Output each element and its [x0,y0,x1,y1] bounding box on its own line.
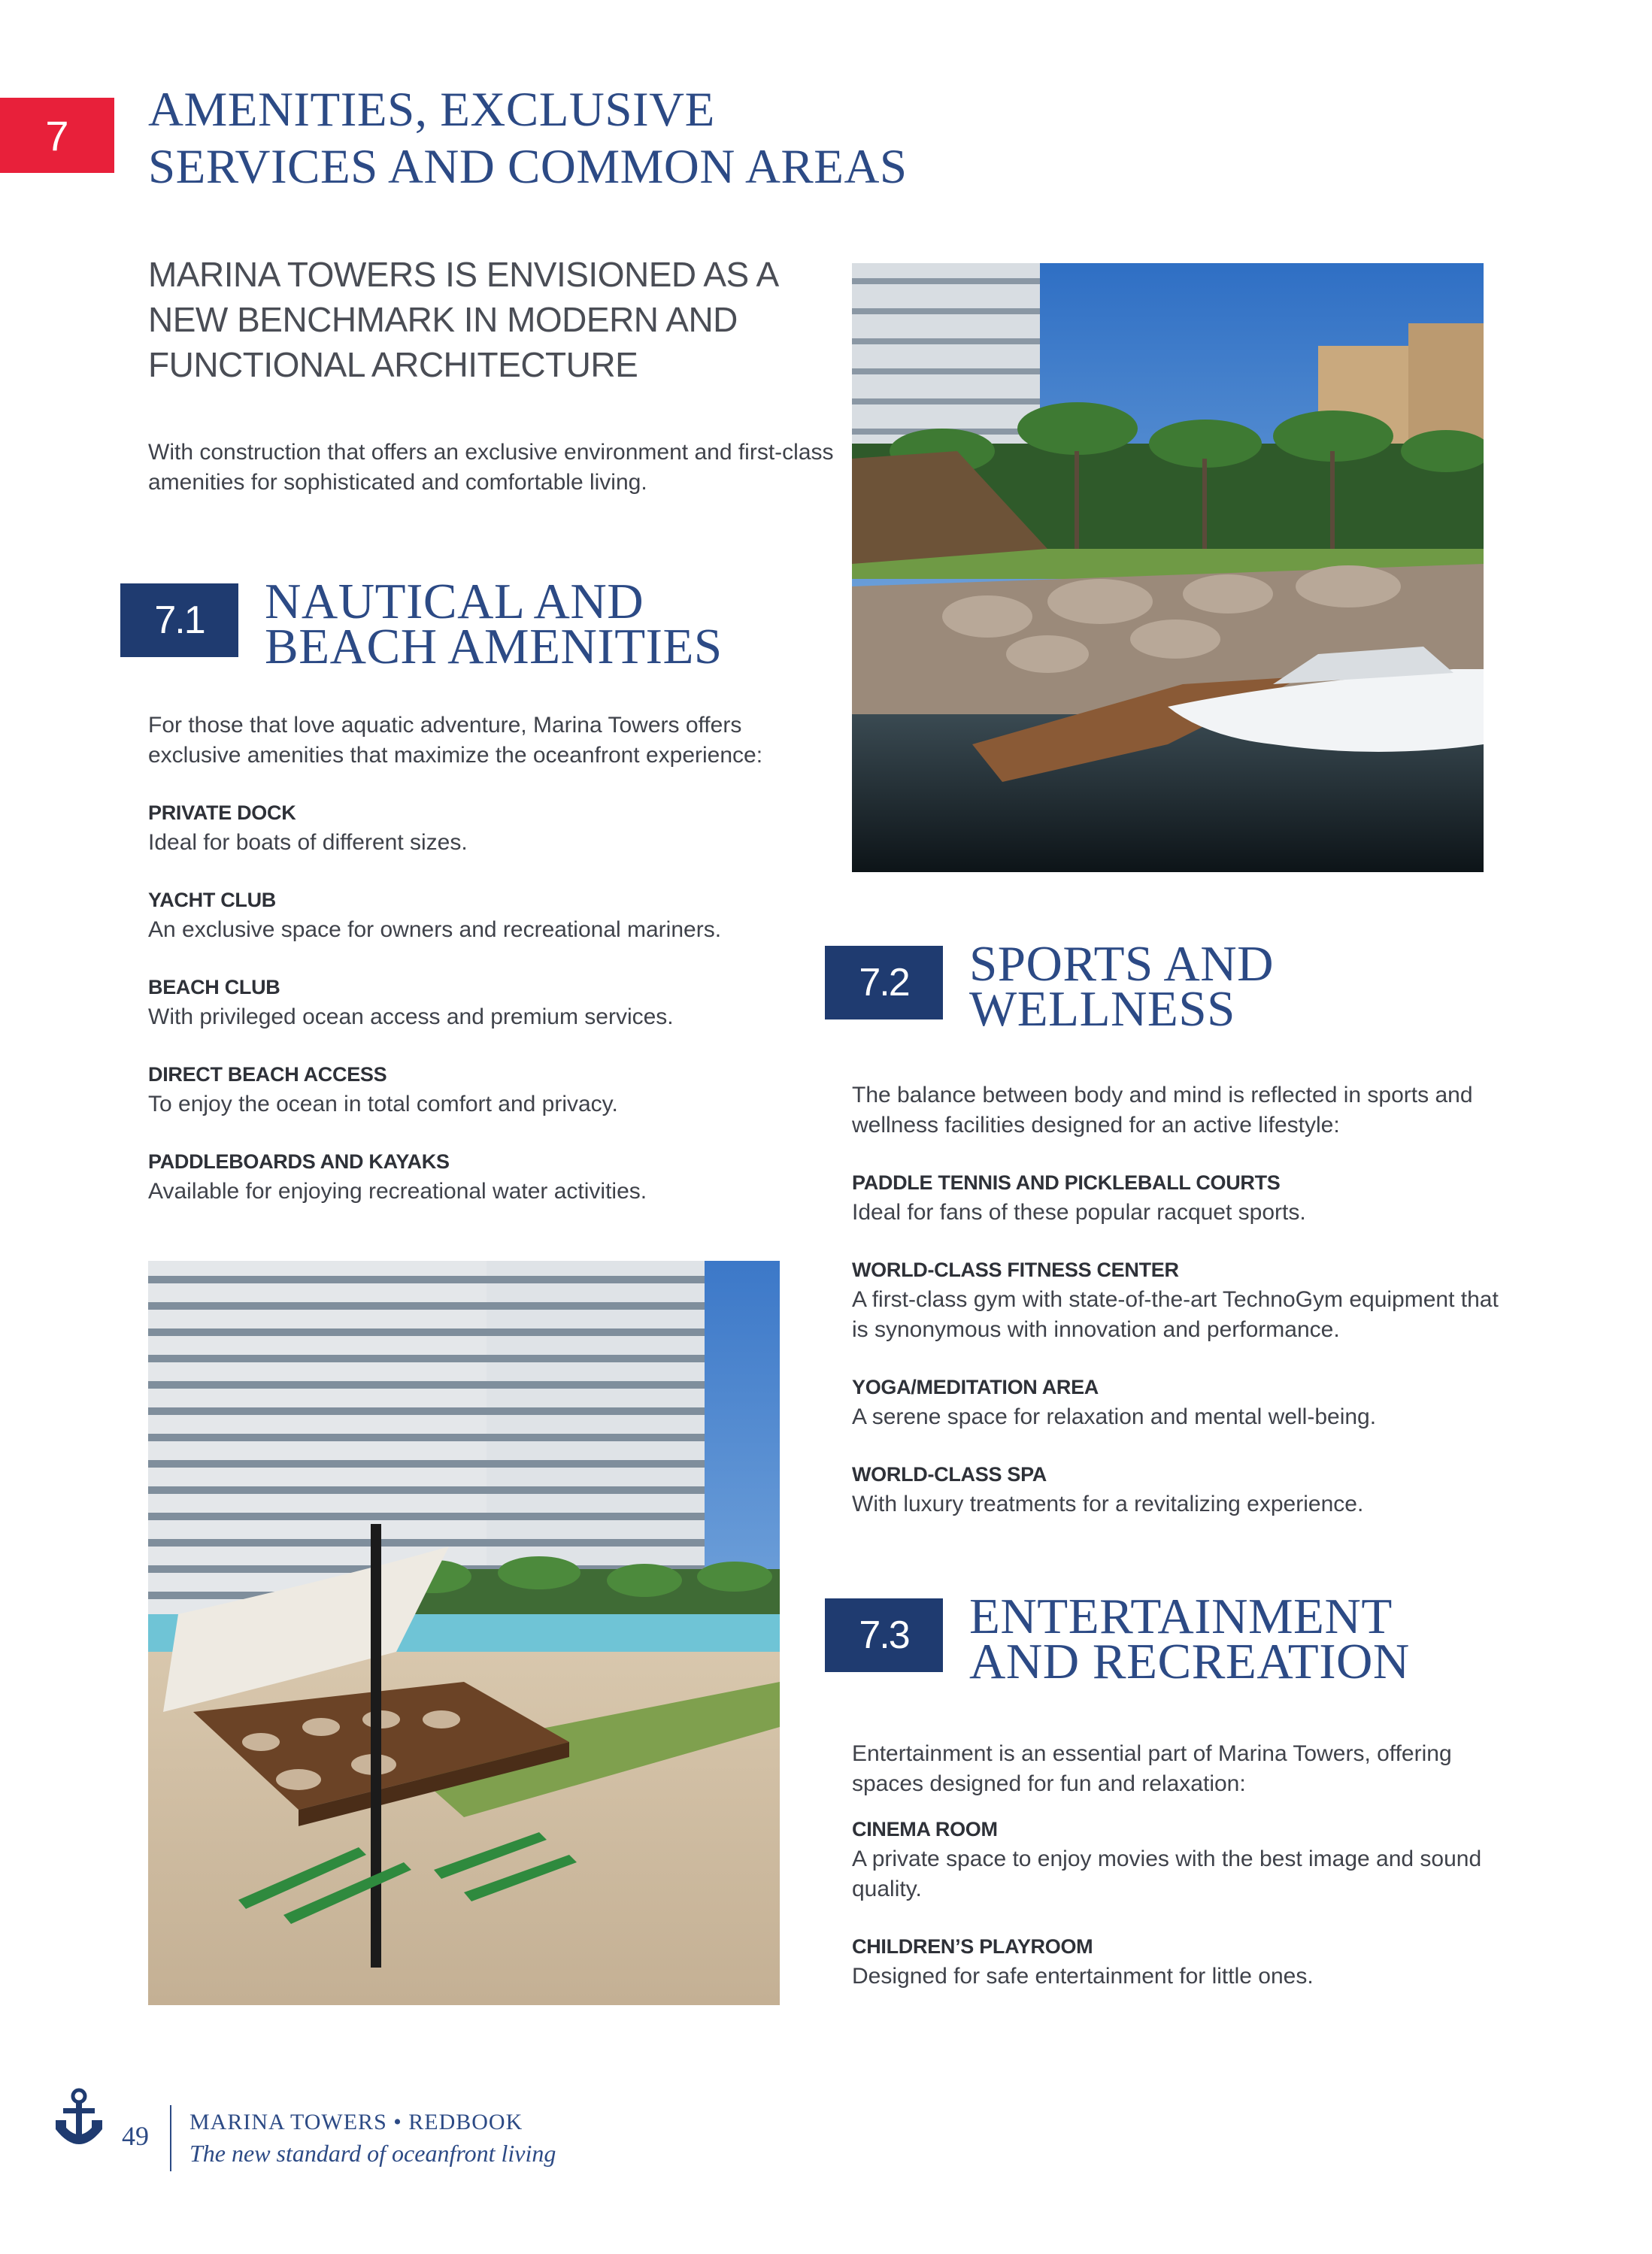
amenity-item [148,885,810,945]
amenity-title: WORLD-CLASS FITNESS CENTER [852,1259,1179,1281]
section-title [969,1589,1410,1689]
amenity-item [148,798,810,858]
amenity-desc: An exclusive space for owners and recreational mariners. [148,917,722,942]
footer-divider [170,2105,171,2171]
amenity-title: BEACH CLUB [148,976,280,998]
chapter-number-badge: 7 [0,98,114,173]
amenity-title: WORLD-CLASS SPA [852,1463,1047,1486]
amenity-title: PRIVATE DOCK [148,801,296,824]
amenity-title: PADDLE TENNIS AND PICKLEBALL COURTS [852,1171,1281,1194]
amenity-desc: With privileged ocean access and premium services. [148,1004,674,1029]
section-number-badge: 7.2 [825,946,943,1019]
amenity-desc: Designed for safe entertainment for little ones. [852,1964,1314,1989]
lead-line: MARINA TOWERS IS ENVISIONED AS A [148,255,779,294]
section-title [265,574,723,674]
marina-dock-photo [852,263,1484,872]
amenity-item [148,1147,810,1207]
section-title-line: BEACH AMENITIES [265,619,723,674]
amenity-item [852,1372,1514,1432]
amenity-item [852,1459,1514,1519]
amenity-desc: Ideal for boats of different sizes. [148,830,468,855]
amenity-desc: To enjoy the ocean in total comfort and privacy. [148,1092,618,1116]
amenity-item [852,1255,1514,1345]
lead-statement [148,252,825,387]
section-number-badge: 7.1 [120,583,238,657]
amenity-item [148,972,810,1032]
amenity-desc: A first-class gym with state-of-the-art TechnoGym equipment that is synonymous with innovation and performance. [852,1287,1499,1342]
section-intro: The balance between body and mind is reflected in sports and wellness facilities designed for an active lifestyle: [852,1083,1473,1138]
intro-paragraph: With construction that offers an exclusive environment and first-class amenities for sophisticated and comfortable living. [148,440,834,495]
section-entertainment-body [852,1739,1514,1992]
section-sports-body [852,1080,1514,1519]
section-title-line: ENTERTAINMENT [969,1589,1393,1644]
lead-line: FUNCTIONAL ARCHITECTURE [148,345,638,384]
amenity-desc: With luxury treatments for a revitalizing experience. [852,1492,1364,1516]
amenity-title: YOGA/MEDITATION AREA [852,1376,1099,1398]
beach-club-photo [148,1261,780,2005]
section-title-line: SPORTS AND [969,936,1274,992]
section-title-line: WELLNESS [969,981,1235,1037]
amenity-title: CHILDREN’S PLAYROOM [852,1935,1093,1958]
section-number-badge: 7.3 [825,1598,943,1672]
lead-line: NEW BENCHMARK IN MODERN AND [148,300,738,339]
section-title [969,936,1274,1037]
amenity-title: PADDLEBOARDS AND KAYAKS [148,1150,450,1173]
chapter-title-line: SERVICES AND COMMON AREAS [148,140,908,194]
section-title-line: NAUTICAL AND [265,574,644,629]
page-number: 49 [122,2121,149,2151]
chapter-title-line: AMENITIES, EXCLUSIVE [148,83,715,137]
section-intro: For those that love aquatic adventure, Marina Towers offers exclusive amenities that maximize the oceanfront experience: [148,713,763,768]
amenity-item [148,1059,810,1119]
amenity-desc: Ideal for fans of these popular racquet sports. [852,1200,1306,1225]
amenity-item [852,1814,1514,1904]
amenity-desc: A private space to enjoy movies with the best image and sound quality. [852,1847,1482,1901]
amenity-title: CINEMA ROOM [852,1818,998,1840]
anchor-logo-icon [53,2087,105,2150]
amenity-item [852,1168,1514,1228]
section-nautical-body [148,710,810,1207]
section-title-line: AND RECREATION [969,1634,1410,1689]
amenity-title: YACHT CLUB [148,889,277,911]
amenity-desc: A serene space for relaxation and mental well-being. [852,1404,1377,1429]
chapter-title [148,81,1050,195]
footer-tagline: The new standard of oceanfront living [189,2140,556,2167]
footer-brand: MARINA TOWERS • REDBOOK [189,2110,523,2134]
amenity-item [852,1931,1514,1992]
section-intro: Entertainment is an essential part of Marina Towers, offering spaces designed for fun and relaxation: [852,1741,1452,1796]
amenity-title: DIRECT BEACH ACCESS [148,1063,387,1086]
amenity-desc: Available for enjoying recreational water activities. [148,1179,647,1204]
